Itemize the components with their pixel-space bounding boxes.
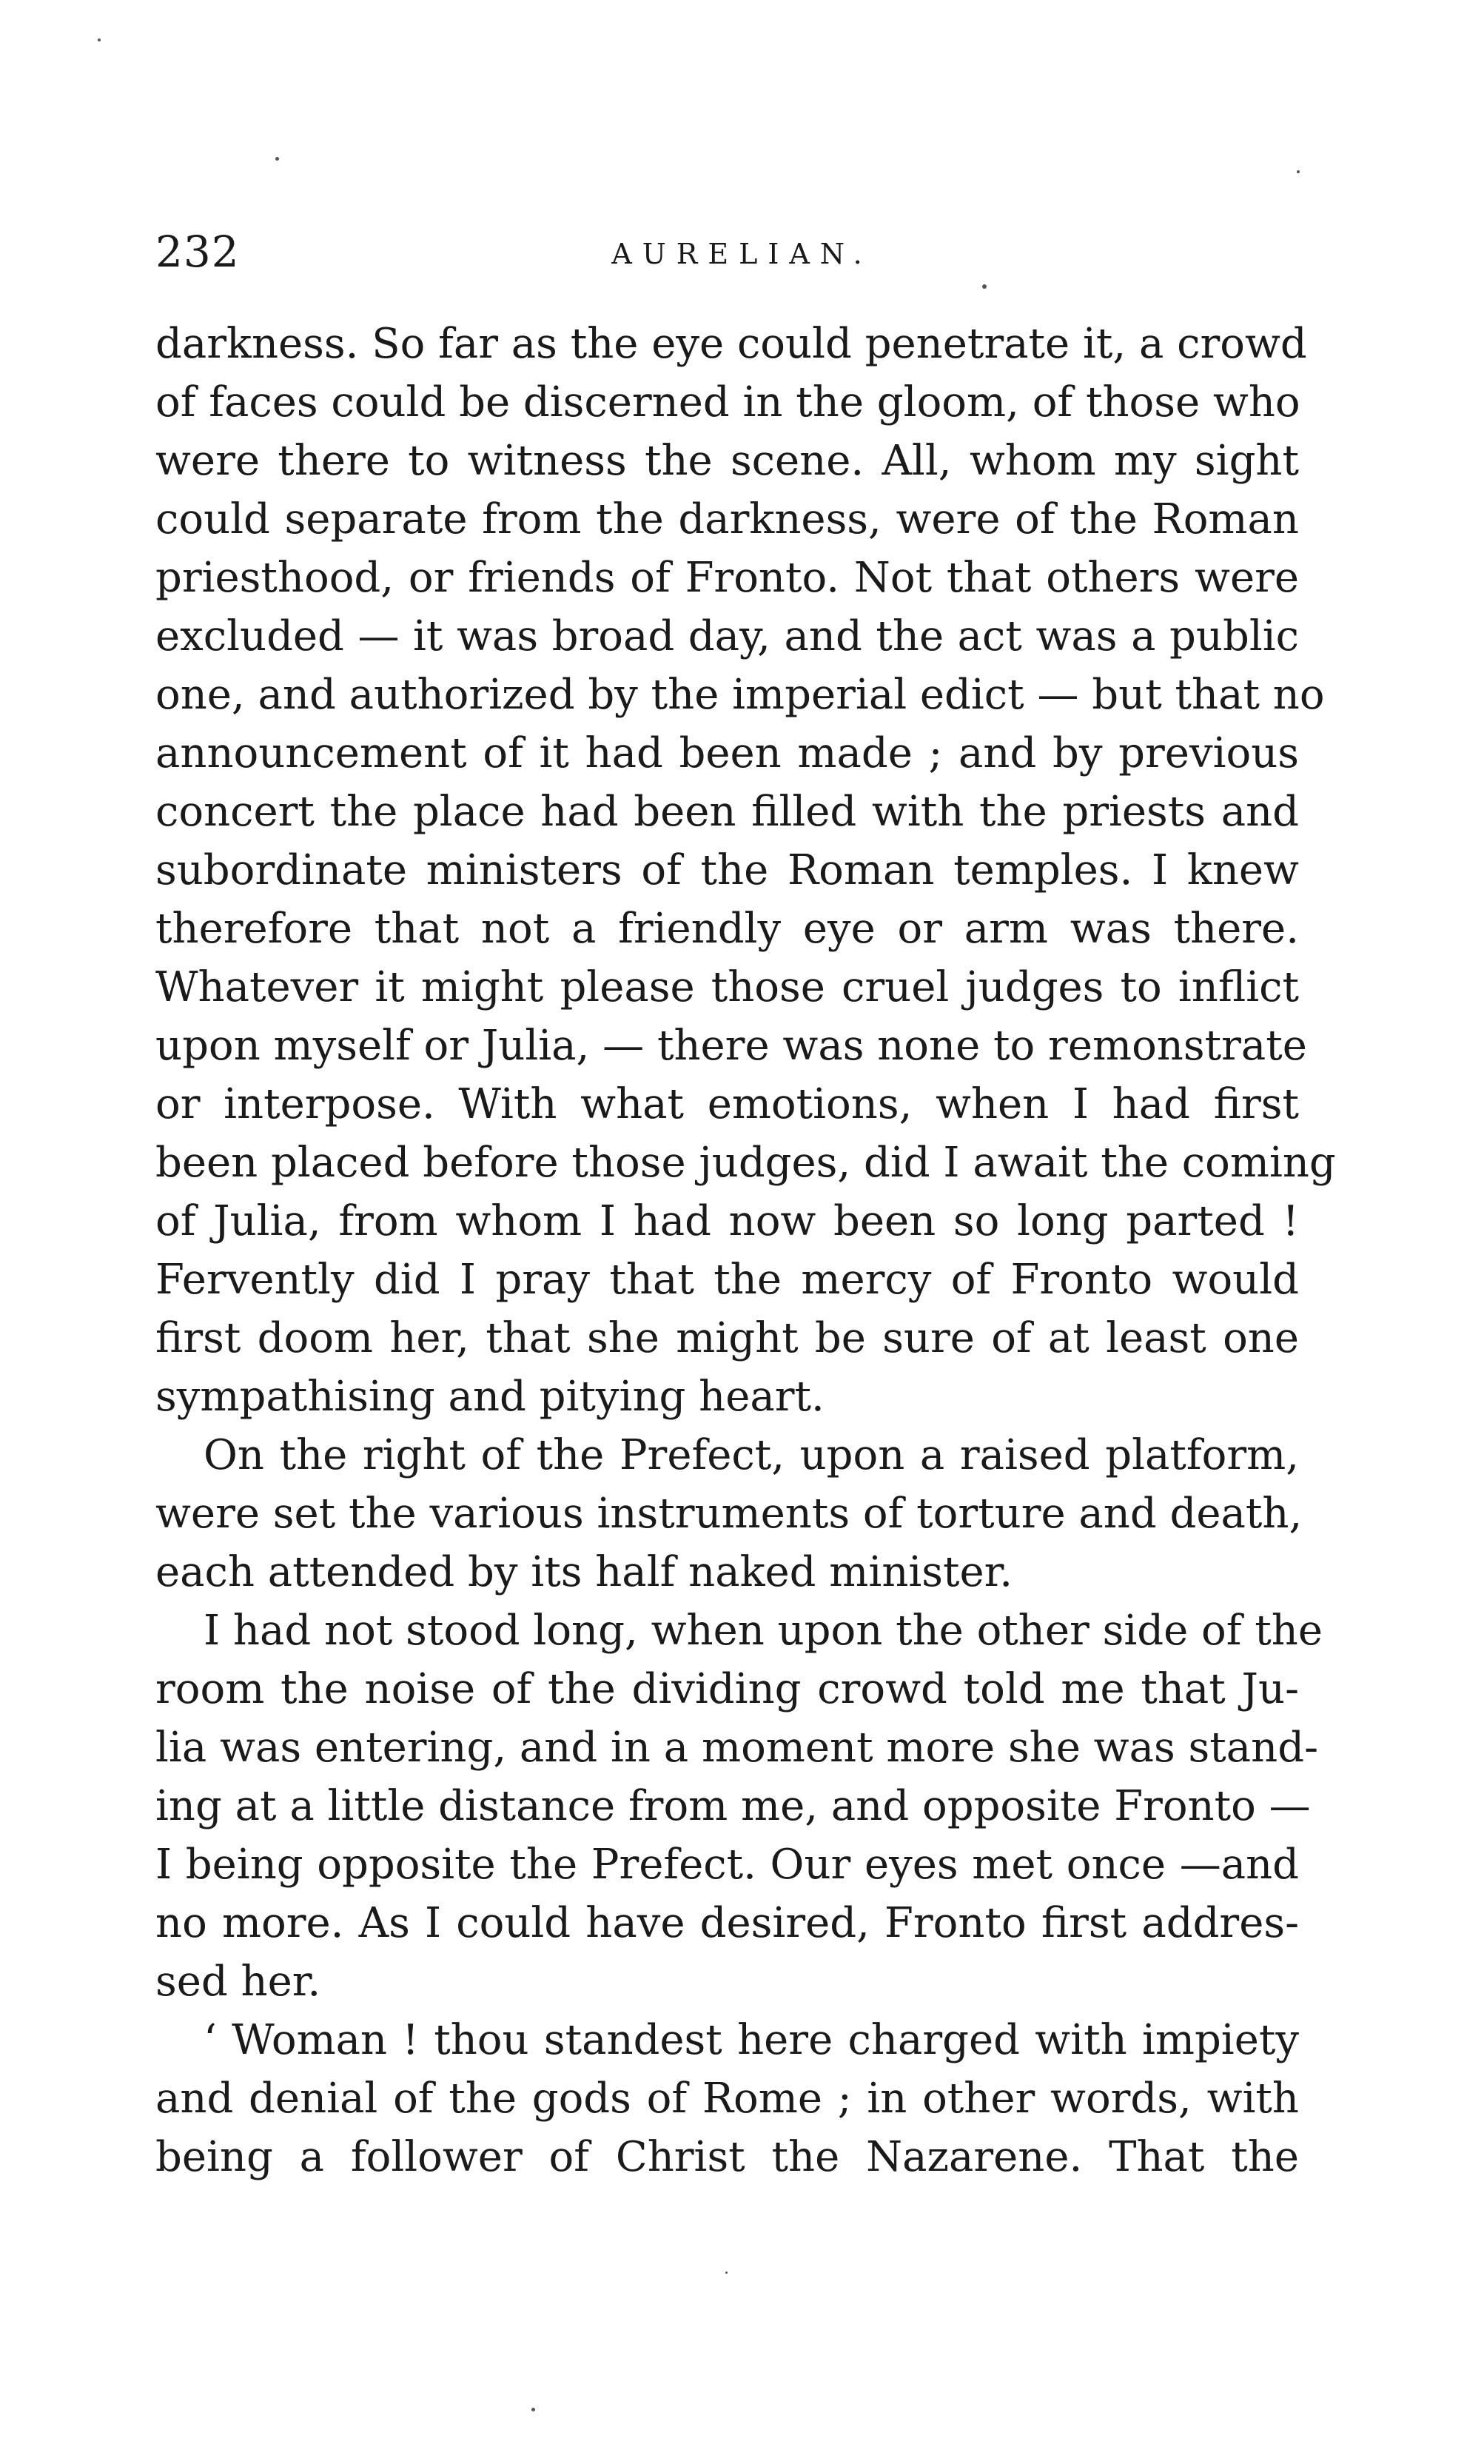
text-line: were set the various instruments of torture and death,: [155, 1490, 1303, 1538]
text-line: each attended by its half naked minister.: [155, 1548, 1013, 1596]
text-line: Fervently did I pray that the mercy of Fronto would: [155, 1256, 1299, 1304]
paragraph: [155, 1601, 1323, 2011]
running-title: AURELIAN.: [611, 238, 873, 270]
text-line: darkness. So far as the eye could penetrate it, a crowd: [155, 320, 1307, 368]
page-number: 232: [155, 227, 240, 277]
body-text: [155, 315, 1336, 2186]
text-line: subordinate ministers of the Roman temples. I knew: [155, 846, 1299, 894]
text-line: been placed before those judges, did I await the coming: [155, 1139, 1336, 1187]
paragraph: [155, 2011, 1299, 2186]
text-line: or interpose. With what emotions, when I had first: [155, 1080, 1299, 1128]
text-line: Whatever it might please those cruel judges to inflict: [155, 963, 1299, 1011]
paragraph: [155, 315, 1336, 1426]
text-line: concert the place had been filled with the priests and: [155, 788, 1299, 836]
text-line: announcement of it had been made ; and by previous: [155, 729, 1299, 777]
text-line: ‘ Woman ! thou standest here charged with impiety: [204, 2016, 1299, 2064]
text-line: lia was entering, and in a moment more she was stand-: [155, 1724, 1319, 1772]
running-head: [155, 222, 1299, 289]
scan-speck: [275, 157, 279, 161]
text-line: On the right of the Prefect, upon a raised platform,: [204, 1431, 1299, 1479]
scan-speck: [1297, 170, 1300, 173]
text-line: of faces could be discerned in the gloom, of those who: [155, 378, 1300, 426]
text-line: I being opposite the Prefect. Our eyes met once —and: [155, 1841, 1299, 1889]
text-line: sympathising and pitying heart.: [155, 1373, 825, 1421]
scan-speck: [531, 2408, 535, 2411]
text-line: no more. As I could have desired, Fronto first addres-: [155, 1899, 1299, 1947]
text-line: were there to witness the scene. All, whom my sight: [155, 437, 1299, 485]
text-line: room the noise of the dividing crowd told me that Ju-: [155, 1665, 1299, 1713]
text-line: one, and authorized by the imperial edict — but that no: [155, 671, 1325, 719]
scan-speck: [98, 38, 101, 41]
text-line: therefore that not a friendly eye or arm was there.: [155, 905, 1299, 953]
text-line: I had not stood long, when upon the other side of the: [204, 1607, 1323, 1655]
text-line: priesthood, or friends of Fronto. Not that others were: [155, 554, 1299, 602]
text-line: being a follower of Christ the Nazarene. That the: [155, 2133, 1299, 2181]
text-line: first doom her, that she might be sure of at least one: [155, 1314, 1299, 1362]
text-line: of Julia, from whom I had now been so long parted !: [155, 1197, 1299, 1245]
text-line: upon myself or Julia, — there was none to remonstrate: [155, 1022, 1307, 1070]
text-line: ing at a little distance from me, and opposite Fronto —: [155, 1782, 1311, 1830]
text-line: could separate from the darkness, were of the Roman: [155, 495, 1299, 543]
text-line: and denial of the gods of Rome ; in other words, with: [155, 2075, 1299, 2123]
text-line: sed her.: [155, 1958, 321, 2006]
scan-speck: [725, 2272, 728, 2274]
text-line: excluded — it was broad day, and the act was a public: [155, 612, 1299, 660]
paragraph: [155, 1426, 1303, 1601]
scan-speck: [982, 284, 987, 289]
